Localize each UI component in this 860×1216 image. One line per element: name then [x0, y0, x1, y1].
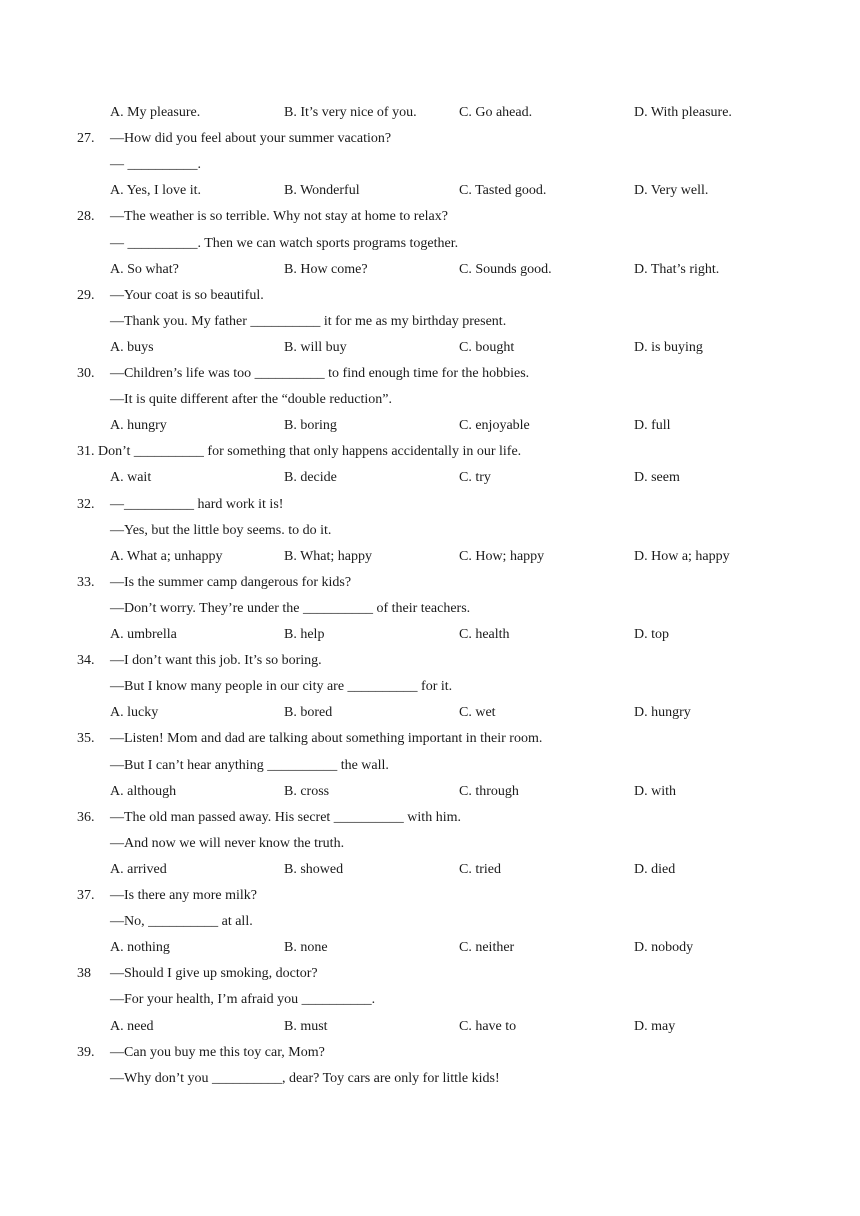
question-text: —Children’s life was too __________ to find enough time for the hobbies. — [110, 366, 530, 381]
options-row — [0, 857, 860, 883]
dialogue-line — [0, 596, 860, 622]
options-row — [0, 935, 860, 961]
dialogue-line — [0, 831, 860, 857]
question-line — [0, 961, 860, 987]
question-line — [0, 126, 860, 152]
dialogue-line — [0, 387, 860, 413]
option-d: D. How a; happy — [634, 548, 730, 564]
option-d: D. Very well. — [634, 183, 709, 199]
question-text: —I don’t want this job. It’s so boring. — [110, 653, 322, 669]
option-d: D. seem — [634, 470, 680, 486]
options-row — [0, 544, 860, 570]
question-number: 32. — [77, 496, 95, 512]
question-text: —How did you feel about your summer vacation? — [110, 131, 392, 147]
question-line — [0, 492, 860, 518]
option-c: C. bought — [459, 339, 515, 355]
question-line — [0, 361, 860, 387]
option-d: D. That’s right. — [634, 261, 720, 277]
question-text: 31. Don’t __________ for something that only happens accidentally in our life. — [77, 444, 522, 460]
dialogue-text: — __________. Then we can watch sports programs together. — [110, 235, 459, 251]
question-number: 37. — [77, 888, 95, 903]
option-b: B. boring — [284, 418, 337, 434]
dialogue-line — [0, 231, 860, 257]
question-line — [0, 648, 860, 674]
option-c: C. neither — [459, 940, 515, 956]
dialogue-line — [0, 987, 860, 1013]
question-line — [0, 805, 860, 831]
option-b: B. must — [284, 1018, 328, 1034]
option-d: D. top — [634, 627, 669, 642]
question-line — [0, 204, 860, 230]
option-b: B. It’s very nice of you. — [284, 105, 417, 120]
option-b: B. will buy — [284, 339, 347, 355]
options-row — [0, 257, 860, 283]
option-a: A. although — [110, 783, 177, 799]
option-c: C. health — [459, 627, 510, 642]
option-d: D. With pleasure. — [634, 105, 732, 120]
option-d: D. is buying — [634, 339, 703, 355]
option-a: A. hungry — [110, 418, 167, 434]
dialogue-text: —And now we will never know the truth. — [110, 835, 345, 851]
option-b: B. cross — [284, 783, 330, 799]
question-text: —Should I give up smoking, doctor? — [110, 966, 318, 982]
option-b: B. What; happy — [284, 548, 373, 564]
options-row — [0, 100, 860, 126]
question-number: 34. — [77, 653, 95, 669]
dialogue-text: —Don’t worry. They’re under the __________ of their teachers. — [110, 600, 471, 616]
question-text: —Listen! Mom and dad are talking about something important in their room. — [110, 731, 543, 747]
question-text: —The old man passed away. His secret __________ with him. — [110, 809, 461, 825]
option-c: C. have to — [459, 1018, 517, 1034]
option-a: A. buys — [110, 339, 154, 355]
option-d: D. died — [634, 861, 676, 877]
question-line — [0, 726, 860, 752]
option-a: A. nothing — [110, 940, 170, 956]
option-c: C. Tasted good. — [459, 183, 547, 199]
dialogue-line — [0, 674, 860, 700]
option-a: A. lucky — [110, 705, 159, 721]
options-row — [0, 178, 860, 204]
option-a: A. What a; unhappy — [110, 548, 223, 564]
options-row — [0, 335, 860, 361]
option-d: D. hungry — [634, 705, 691, 721]
options-row — [0, 622, 860, 648]
option-b: B. help — [284, 627, 325, 642]
dialogue-text: —No, __________ at all. — [110, 914, 253, 930]
option-b: B. decide — [284, 470, 337, 486]
question-number: 35. — [77, 731, 95, 747]
option-c: C. enjoyable — [459, 418, 530, 434]
dialogue-line — [0, 309, 860, 335]
question-text: —Is there any more milk? — [110, 888, 257, 903]
dialogue-text: —It is quite different after the “double reduction”. — [110, 392, 392, 408]
dialogue-text: —But I know many people in our city are __________ for it. — [110, 679, 453, 695]
question-number: 27. — [77, 131, 95, 147]
question-number: 38 — [77, 966, 91, 982]
dialogue-text: —For your health, I’m afraid you __________. — [110, 992, 376, 1008]
question-text: —Can you buy me this toy car, Mom? — [110, 1044, 325, 1060]
option-a: A. Yes, I love it. — [110, 183, 202, 199]
question-number: 28. — [77, 209, 95, 225]
option-d: D. nobody — [634, 940, 694, 956]
question-line — [0, 1040, 860, 1066]
question-text: —The weather is so terrible. Why not stay at home to relax? — [110, 209, 448, 225]
question-text: —Your coat is so beautiful. — [110, 287, 264, 303]
dialogue-text: —Why don’t you __________, dear? Toy cars are only for little kids! — [110, 1070, 500, 1086]
options-row — [0, 1014, 860, 1040]
option-c: C. try — [459, 470, 491, 486]
option-c: C. tried — [459, 861, 501, 877]
option-c: C. through — [459, 783, 519, 799]
dialogue-text: —Thank you. My father __________ it for me as my birthday present. — [110, 313, 507, 329]
question-number: 29. — [77, 287, 95, 303]
option-b: B. How come? — [284, 261, 368, 277]
option-a: A. My pleasure. — [110, 105, 201, 120]
question-text: —Is the summer camp dangerous for kids? — [110, 574, 352, 590]
options-row — [0, 700, 860, 726]
dialogue-line — [0, 1066, 860, 1092]
option-a: A. wait — [110, 470, 152, 486]
question-number: 36. — [77, 809, 95, 825]
option-d: D. may — [634, 1018, 676, 1034]
dialogue-line — [0, 518, 860, 544]
dialogue-text: — __________. — [110, 157, 201, 173]
dialogue-line — [0, 152, 860, 178]
option-c: C. Go ahead. — [459, 105, 533, 120]
question-line — [0, 883, 860, 909]
question-number: 33. — [77, 574, 95, 590]
option-c: C. Sounds good. — [459, 261, 552, 277]
option-c: C. How; happy — [459, 548, 545, 564]
options-row — [0, 779, 860, 805]
option-b: B. none — [284, 940, 328, 956]
question-line — [0, 570, 860, 596]
dialogue-line — [0, 909, 860, 935]
question-number: 39. — [77, 1044, 95, 1060]
dialogue-text: —Yes, but the little boy seems. to do it. — [110, 522, 332, 538]
question-line — [0, 283, 860, 309]
question-line — [0, 439, 860, 465]
option-c: C. wet — [459, 705, 496, 721]
option-a: A. So what? — [110, 261, 179, 277]
option-b: B. Wonderful — [284, 183, 360, 199]
question-text: —__________ hard work it is! — [110, 496, 284, 512]
option-d: D. with — [634, 783, 676, 799]
question-number: 30. — [77, 366, 95, 381]
option-a: A. arrived — [110, 861, 167, 877]
option-a: A. umbrella — [110, 627, 177, 642]
option-b: B. showed — [284, 861, 344, 877]
option-b: B. bored — [284, 705, 333, 721]
dialogue-line — [0, 753, 860, 779]
options-row — [0, 465, 860, 491]
options-row — [0, 413, 860, 439]
option-d: D. full — [634, 418, 671, 434]
dialogue-text: —But I can’t hear anything __________ the wall. — [110, 757, 389, 773]
option-a: A. need — [110, 1018, 154, 1034]
